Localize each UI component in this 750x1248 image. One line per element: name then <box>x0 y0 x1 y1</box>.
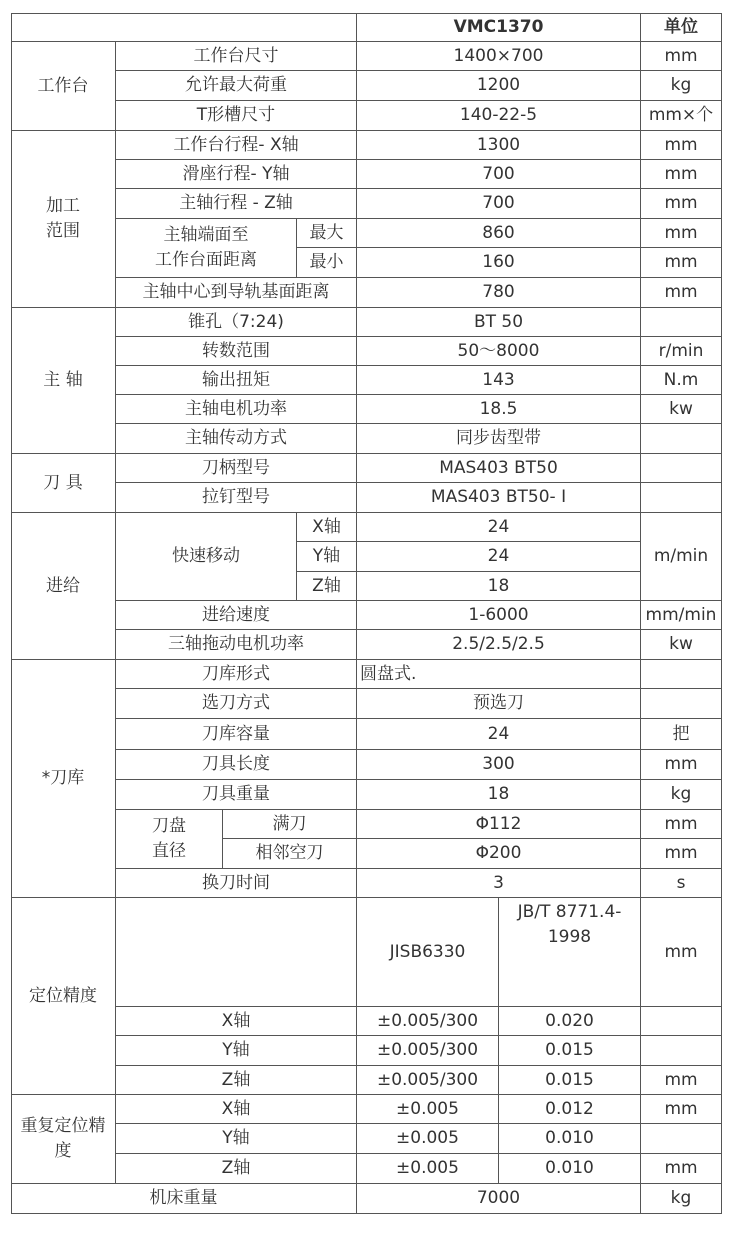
group-spindle: 主 轴 <box>11 308 116 454</box>
row-label: 主轴中心到导轨基面距离 <box>116 278 357 308</box>
axis-label: Y轴 <box>116 1124 357 1154</box>
disc-label: 刀盘 直径 <box>116 810 223 869</box>
group-tool: 刀 具 <box>11 454 116 513</box>
disc-full-value: Φ112 <box>357 810 641 839</box>
value-std2: 0.012 <box>499 1095 641 1124</box>
distance-label: 主轴端面至 工作台面距离 <box>116 219 297 278</box>
row-unit: mm <box>641 42 722 71</box>
row-unit: N.m <box>641 366 722 395</box>
value-std1: ±0.005 <box>357 1124 499 1154</box>
weight-unit: kg <box>641 1184 722 1214</box>
disc-full-label: 满刀 <box>223 810 357 839</box>
rapid-axis-y: Y轴 <box>297 542 357 572</box>
row-value: 18 <box>357 780 641 810</box>
axis-label: Y轴 <box>116 1036 357 1066</box>
row-unit: mm <box>641 160 722 189</box>
row-label: 主轴行程 - Z轴 <box>116 189 357 219</box>
row-unit <box>641 308 722 337</box>
row-unit <box>641 1124 722 1154</box>
row-value: 圆盘式. <box>357 660 641 689</box>
value-std2: 0.015 <box>499 1066 641 1095</box>
row-unit <box>641 1036 722 1066</box>
weight-value: 7000 <box>357 1184 641 1214</box>
group-range: 加工 范围 <box>11 131 116 308</box>
row-label: 锥孔（7:24) <box>116 308 357 337</box>
distance-max-unit: mm <box>641 219 722 248</box>
group-positioning: 定位精度 <box>11 898 116 1095</box>
row-value: 1400×700 <box>357 42 641 71</box>
weight-label: 机床重量 <box>11 1184 357 1214</box>
distance-min-unit: mm <box>641 248 722 278</box>
row-unit: mm <box>641 189 722 219</box>
row-label: 工作台行程- X轴 <box>116 131 357 160</box>
row-label: 主轴传动方式 <box>116 424 357 454</box>
group-feed: 进给 <box>11 513 116 660</box>
row-unit: kw <box>641 630 722 660</box>
row-label: 滑座行程- Y轴 <box>116 160 357 189</box>
row-unit <box>641 1007 722 1036</box>
rapid-axis-x: X轴 <box>297 513 357 542</box>
row-value: 3 <box>357 869 641 898</box>
row-label: 刀库容量 <box>116 719 357 750</box>
row-unit <box>641 660 722 689</box>
header-blank-cell <box>11 13 357 42</box>
row-unit: mm×个 <box>641 101 722 131</box>
rapid-value-z: 18 <box>357 572 641 601</box>
row-value: MAS403 BT50- I <box>357 483 641 513</box>
row-label: 刀具重量 <box>116 780 357 810</box>
header-model: VMC1370 <box>357 13 641 42</box>
value-std1: ±0.005 <box>357 1095 499 1124</box>
row-label: T形槽尺寸 <box>116 101 357 131</box>
row-label: 转数范围 <box>116 337 357 366</box>
disc-empty-value: Φ200 <box>357 839 641 869</box>
row-value: MAS403 BT50 <box>357 454 641 483</box>
row-unit: kg <box>641 780 722 810</box>
distance-max-value: 860 <box>357 219 641 248</box>
row-label: 选刀方式 <box>116 689 357 719</box>
row-unit: mm <box>641 131 722 160</box>
row-unit: mm <box>641 1095 722 1124</box>
std-unit: mm <box>641 898 722 1007</box>
row-label: 刀库形式 <box>116 660 357 689</box>
value-std1: ±0.005/300 <box>357 1007 499 1036</box>
rapid-unit: m/min <box>641 513 722 601</box>
row-unit: mm <box>641 1154 722 1184</box>
row-unit: 把 <box>641 719 722 750</box>
row-unit: r/min <box>641 337 722 366</box>
row-value: 2.5/2.5/2.5 <box>357 630 641 660</box>
rapid-label: 快速移动 <box>116 513 297 601</box>
row-value: 50～8000 <box>357 337 641 366</box>
distance-min-value: 160 <box>357 248 641 278</box>
row-label: 刀具长度 <box>116 750 357 780</box>
row-value: 700 <box>357 189 641 219</box>
value-std2: 0.010 <box>499 1154 641 1184</box>
row-unit <box>641 689 722 719</box>
row-value: 300 <box>357 750 641 780</box>
row-value: 140-22-5 <box>357 101 641 131</box>
row-label: 三轴拖动电机功率 <box>116 630 357 660</box>
value-std1: ±0.005/300 <box>357 1036 499 1066</box>
row-unit: s <box>641 869 722 898</box>
value-std2: 0.020 <box>499 1007 641 1036</box>
disc-full-unit: mm <box>641 810 722 839</box>
group-worktable: 工作台 <box>11 42 116 131</box>
row-unit: mm <box>641 750 722 780</box>
row-label: 输出扭矩 <box>116 366 357 395</box>
axis-label: Z轴 <box>116 1154 357 1184</box>
row-unit: mm <box>641 1066 722 1095</box>
disc-empty-label: 相邻空刀 <box>223 839 357 869</box>
distance-min-label: 最小 <box>297 248 357 278</box>
value-std1: ±0.005/300 <box>357 1066 499 1095</box>
row-value: BT 50 <box>357 308 641 337</box>
std1-header: JISB6330 <box>357 898 499 1007</box>
row-value: 24 <box>357 719 641 750</box>
value-std2: 0.010 <box>499 1124 641 1154</box>
row-value: 预选刀 <box>357 689 641 719</box>
row-label: 刀柄型号 <box>116 454 357 483</box>
row-unit: mm/min <box>641 601 722 630</box>
row-label: 主轴电机功率 <box>116 395 357 424</box>
row-value: 1300 <box>357 131 641 160</box>
group-repeat: 重复定位精 度 <box>11 1095 116 1184</box>
disc-empty-unit: mm <box>641 839 722 869</box>
header-unit: 单位 <box>641 13 722 42</box>
row-label: 进给速度 <box>116 601 357 630</box>
rapid-value-y: 24 <box>357 542 641 572</box>
distance-max-label: 最大 <box>297 219 357 248</box>
row-value: 700 <box>357 160 641 189</box>
row-unit <box>641 424 722 454</box>
row-value: 780 <box>357 278 641 308</box>
row-value: 1200 <box>357 71 641 101</box>
row-unit: kw <box>641 395 722 424</box>
row-unit <box>641 454 722 483</box>
row-value: 1-6000 <box>357 601 641 630</box>
row-value: 同步齿型带 <box>357 424 641 454</box>
rapid-axis-z: Z轴 <box>297 572 357 601</box>
group-magazine: *刀库 <box>11 660 116 898</box>
row-value: 18.5 <box>357 395 641 424</box>
axis-label: X轴 <box>116 1095 357 1124</box>
row-value: 143 <box>357 366 641 395</box>
value-std1: ±0.005 <box>357 1154 499 1184</box>
row-unit: mm <box>641 278 722 308</box>
row-unit: kg <box>641 71 722 101</box>
row-label: 工作台尺寸 <box>116 42 357 71</box>
std2-header: JB/T 8771.4- 1998 <box>499 898 641 1007</box>
std-blank-cell <box>116 898 357 1007</box>
row-label: 换刀时间 <box>116 869 357 898</box>
rapid-value-x: 24 <box>357 513 641 542</box>
row-label: 允许最大荷重 <box>116 71 357 101</box>
row-unit <box>641 483 722 513</box>
row-label: 拉钉型号 <box>116 483 357 513</box>
axis-label: X轴 <box>116 1007 357 1036</box>
value-std2: 0.015 <box>499 1036 641 1066</box>
axis-label: Z轴 <box>116 1066 357 1095</box>
